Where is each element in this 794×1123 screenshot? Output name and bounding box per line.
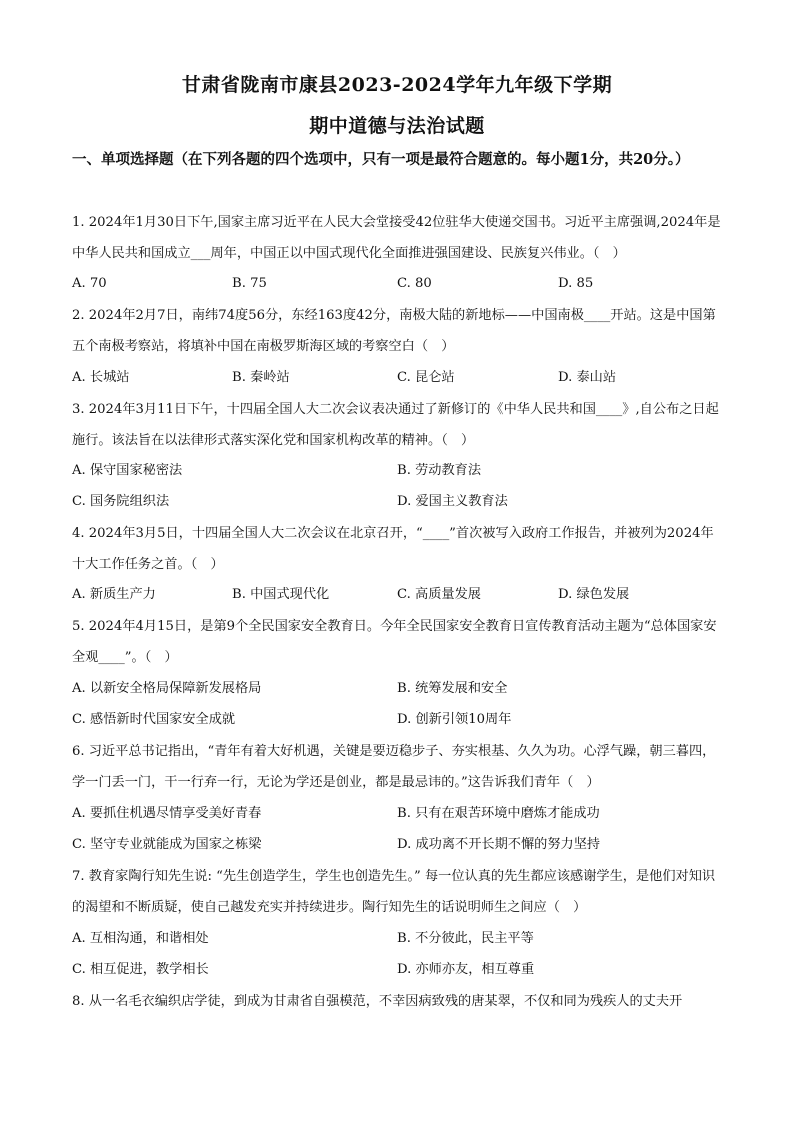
question-6-option-b: B. 只有在艰苦环境中磨炼才能成功 xyxy=(397,806,600,821)
question-4-option-d: D. 绿色发展 xyxy=(558,587,630,602)
question-1-option-d: D. 85 xyxy=(558,276,594,291)
question-3-option-d: D. 爱国主义教育法 xyxy=(397,494,508,509)
question-7-options-row2 xyxy=(72,955,724,985)
question-5-option-d: D. 创新引领10周年 xyxy=(397,712,512,727)
question-5-option-a: A. 以新安全格局保障新发展格局 xyxy=(72,681,262,696)
question-1-option-b: B. 75 xyxy=(232,276,267,291)
question-3-options-row2 xyxy=(72,487,724,517)
question-1-options xyxy=(72,269,724,299)
question-1-option-c: C. 80 xyxy=(397,276,432,291)
question-6-stem: 6. 习近平总书记指出，“青年有着大好机遇，关键是要迈稳步子、夯实根基、久久为功。心浮气躁，朝三暮四，学一门丢一门，干一行弃一行，无论为学还是创业，都是最忌讳的。”这告诉我们青年（ ） xyxy=(72,744,716,790)
question-2-option-d: D. 泰山站 xyxy=(558,370,617,385)
question-3-option-b: B. 劳动教育法 xyxy=(397,463,482,478)
question-4-options xyxy=(72,580,724,610)
question-7-option-c: C. 相互促进，教学相长 xyxy=(72,962,209,977)
exam-title-line1: 甘肃省陇南市康县2023-2024学年九年级下学期 xyxy=(181,74,613,96)
question-6-option-d: D. 成功离不开长期不懈的努力坚持 xyxy=(397,837,601,852)
question-8-stem: 8. 从一名毛衣编织店学徒，到成为甘肃省自强模范，不幸因病致残的唐某翠，不仅和同为残疾人的丈夫开 xyxy=(72,994,683,1009)
question-2-options xyxy=(72,363,724,393)
question-7-option-d: D. 亦师亦友，相互尊重 xyxy=(397,962,535,977)
question-5-stem: 5. 2024年4月15日，是第9个全民国家安全教育日。今年全民国家安全教育日宣传教育活动主题为“总体国家安全观____”。（ ） xyxy=(72,619,717,665)
question-2-stem: 2. 2024年2月7日，南纬74度56分，东经163度42分，南极大陆的新地标——中国南极____开站。这是中国第五个南极考察站，将填补中国在南极罗斯海区域的考察空白（ ） xyxy=(72,308,716,354)
question-2-option-a: A. 长城站 xyxy=(72,370,130,385)
question-7-stem: 7. 教育家陶行知先生说: “先生创造学生，学生也创造先生。” 每一位认真的先生都应该感谢学生，是他们对知识的渴望和不断质疑，使自己越发充实并持续进步。陶行知先生的话说明师生之间应（ ） xyxy=(72,869,716,915)
question-3-options xyxy=(72,456,724,486)
question-3-option-c: C. 国务院组织法 xyxy=(72,494,170,509)
question-7-option-a: A. 互相沟通，和谐相处 xyxy=(72,931,209,946)
question-3-stem: 3. 2024年3月11日下午，十四届全国人大二次会议表决通过了新修订的《中华人民共和国____》,自公布之日起施行。该法旨在以法律形式落实深化党和国家机构改革的精神。（ ） xyxy=(72,402,719,448)
question-4-option-c: C. 高质量发展 xyxy=(397,587,481,602)
question-6-options xyxy=(72,799,724,829)
exam-title-line2: 期中道德与法治试题 xyxy=(309,115,485,137)
question-6-option-c: C. 坚守专业就能成为国家之栋梁 xyxy=(72,837,262,852)
question-3-option-a: A. 保守国家秘密法 xyxy=(72,463,183,478)
question-2-option-b: B. 秦岭站 xyxy=(232,370,290,385)
question-7-option-b: B. 不分彼此，民主平等 xyxy=(397,931,534,946)
question-5-options xyxy=(72,674,724,704)
question-5-options-row2 xyxy=(72,705,724,735)
question-1-option-a: A. 70 xyxy=(72,276,107,291)
section-heading: 一、单项选择题（在下列各题的四个选项中，只有一项是最符合题意的。每小题1分，共20分。） xyxy=(72,151,690,168)
question-5-option-c: C. 感悟新时代国家安全成就 xyxy=(72,712,236,727)
question-4-stem: 4. 2024年3月5日，十四届全国人大二次会议在北京召开，“____”首次被写入政府工作报告，并被列为2024年十大工作任务之首。（ ） xyxy=(72,526,714,572)
question-6-option-a: A. 要抓住机遇尽情享受美好青春 xyxy=(72,806,262,821)
question-2-option-c: C. 昆仑站 xyxy=(397,370,455,385)
question-5-option-b: B. 统筹发展和安全 xyxy=(397,681,508,696)
question-7-options xyxy=(72,924,724,954)
question-4-option-a: A. 新质生产力 xyxy=(72,587,156,602)
question-1-stem: 1. 2024年1月30日下午,国家主席习近平在人民大会堂接受42位驻华大使递交国书。习近平主席强调,2024年是中华人民共和国成立___周年，中国正以中国式现代化全面推进强国建设、民族复兴伟业。（ ） xyxy=(72,215,721,261)
question-4-option-b: B. 中国式现代化 xyxy=(232,587,330,602)
question-6-options-row2 xyxy=(72,830,724,860)
